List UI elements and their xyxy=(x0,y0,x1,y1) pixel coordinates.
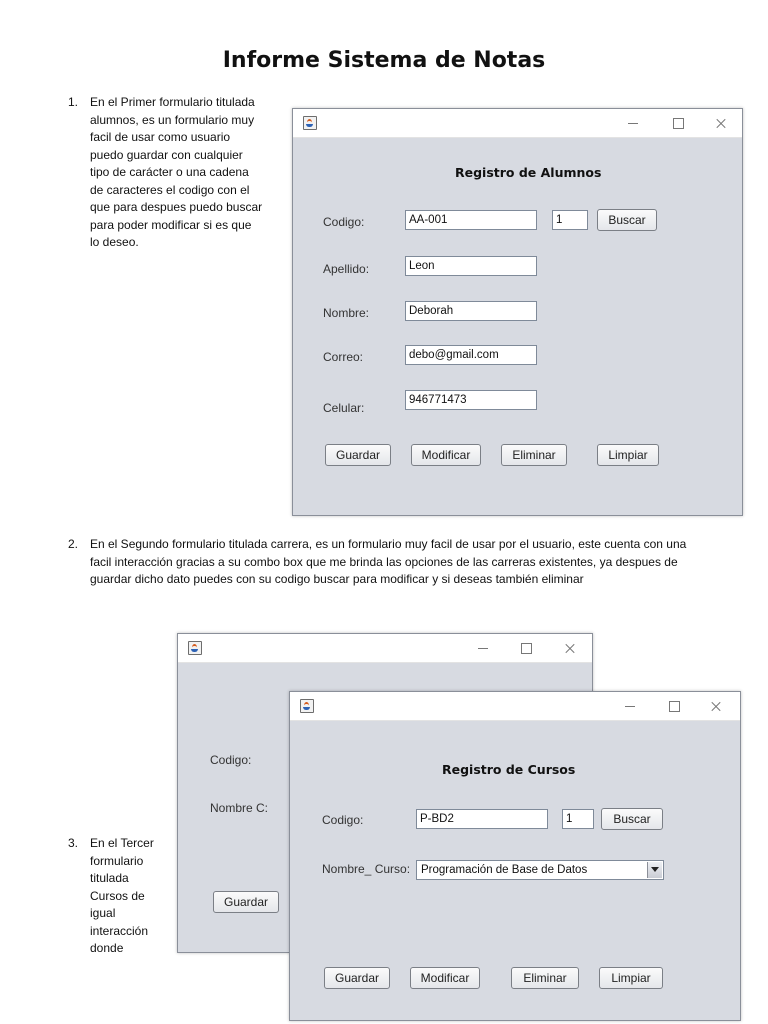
codigo-input[interactable]: AA-001 xyxy=(405,210,537,230)
java-app-icon xyxy=(300,699,314,713)
text-line: titulada xyxy=(90,871,129,885)
codigo-label: Codigo: xyxy=(210,753,252,767)
guardar-button[interactable]: Guardar xyxy=(213,891,279,913)
modificar-button[interactable]: Modificar xyxy=(410,967,480,989)
guardar-button[interactable]: Guardar xyxy=(325,444,391,466)
text-line: facil interacción gracias a su combo box que me brinda las opciones de las carreras existentes, ya despues de xyxy=(90,554,678,569)
guardar-button[interactable]: Guardar xyxy=(324,967,390,989)
text-line: En el Primer formulario titulada xyxy=(90,95,255,109)
java-app-icon xyxy=(303,116,317,130)
nombre-input[interactable]: Deborah xyxy=(405,301,537,321)
dropdown-arrow-icon[interactable] xyxy=(647,862,662,878)
nombre-carrera-label: Nombre C: xyxy=(210,801,269,815)
text-line: interacción xyxy=(90,923,149,938)
text-line: guardar dicho dato puedes con su codigo buscar para modificar y si deseas también eliminar xyxy=(90,572,584,586)
codigo-label: Codigo: xyxy=(323,215,365,229)
form-title: Registro de Cursos xyxy=(442,762,576,777)
eliminar-button[interactable]: Eliminar xyxy=(501,444,567,466)
window-titlebar[interactable] xyxy=(293,109,742,138)
text-line: donde xyxy=(90,941,124,955)
text-line: En el Segundo formulario titulada carrera, es un formulario muy facil de usar por el usuario, este cuenta con una xyxy=(90,537,687,551)
codigo-input[interactable]: P-BD2 xyxy=(416,809,548,829)
correo-input[interactable]: debo@gmail.com xyxy=(405,345,537,365)
combobox-selected-value: Programación de Base de Datos xyxy=(421,864,588,876)
buscar-button[interactable]: Buscar xyxy=(597,209,657,231)
nombre-curso-label: Nombre_ Curso: xyxy=(322,862,411,876)
celular-label: Celular: xyxy=(323,401,365,415)
minimize-icon[interactable] xyxy=(623,114,643,132)
maximize-icon[interactable] xyxy=(516,639,536,657)
close-icon[interactable] xyxy=(560,639,580,657)
java-app-icon xyxy=(188,641,202,655)
list-text xyxy=(90,94,262,252)
correo-label: Correo: xyxy=(323,350,364,364)
text-line: para poder modificar si es que xyxy=(90,217,252,232)
text-line: igual xyxy=(90,906,116,920)
text-line: que para despues puedo buscar xyxy=(90,200,263,214)
maximize-icon[interactable] xyxy=(668,114,688,132)
list-number: 2. xyxy=(68,537,79,551)
maximize-icon[interactable] xyxy=(664,697,684,715)
form-title: Registro de Alumnos xyxy=(455,165,602,180)
list-text xyxy=(90,835,154,958)
text-line: lo deseo. xyxy=(90,235,139,249)
buscar-button[interactable]: Buscar xyxy=(601,808,663,830)
close-icon[interactable] xyxy=(711,114,731,132)
apellido-input[interactable]: Leon xyxy=(405,256,537,276)
list-number: 1. xyxy=(68,95,79,109)
window-titlebar[interactable] xyxy=(178,634,592,663)
alumnos-window xyxy=(292,108,743,516)
codigo-label: Codigo: xyxy=(322,813,364,827)
text-line: alumnos, es un formulario muy xyxy=(90,112,255,127)
list-text xyxy=(90,536,686,589)
text-line: de caracteres el codigo con el xyxy=(90,182,250,197)
search-id-input[interactable]: 1 xyxy=(562,809,594,829)
limpiar-button[interactable]: Limpiar xyxy=(599,967,663,989)
text-line: formulario xyxy=(90,853,144,868)
text-line: En el Tercer xyxy=(90,836,154,850)
eliminar-button[interactable]: Eliminar xyxy=(511,967,579,989)
document-title: Informe Sistema de Notas xyxy=(222,48,546,73)
window-titlebar[interactable] xyxy=(290,692,740,721)
apellido-label: Apellido: xyxy=(323,262,370,276)
nombre-curso-combobox[interactable] xyxy=(416,860,664,880)
nombre-label: Nombre: xyxy=(323,306,370,320)
cursos-window xyxy=(289,691,741,1021)
text-line: tipo de carácter o una cadena xyxy=(90,165,249,179)
minimize-icon[interactable] xyxy=(620,697,640,715)
text-line: facil de usar como usuario xyxy=(90,130,231,144)
minimize-icon[interactable] xyxy=(473,639,493,657)
list-number: 3. xyxy=(68,836,79,850)
text-line: puedo guardar con cualquier xyxy=(90,147,243,162)
text-line: Cursos de xyxy=(90,888,145,903)
celular-input[interactable]: 946771473 xyxy=(405,390,537,410)
modificar-button[interactable]: Modificar xyxy=(411,444,481,466)
limpiar-button[interactable]: Limpiar xyxy=(597,444,659,466)
search-id-input[interactable]: 1 xyxy=(552,210,588,230)
close-icon[interactable] xyxy=(706,697,726,715)
